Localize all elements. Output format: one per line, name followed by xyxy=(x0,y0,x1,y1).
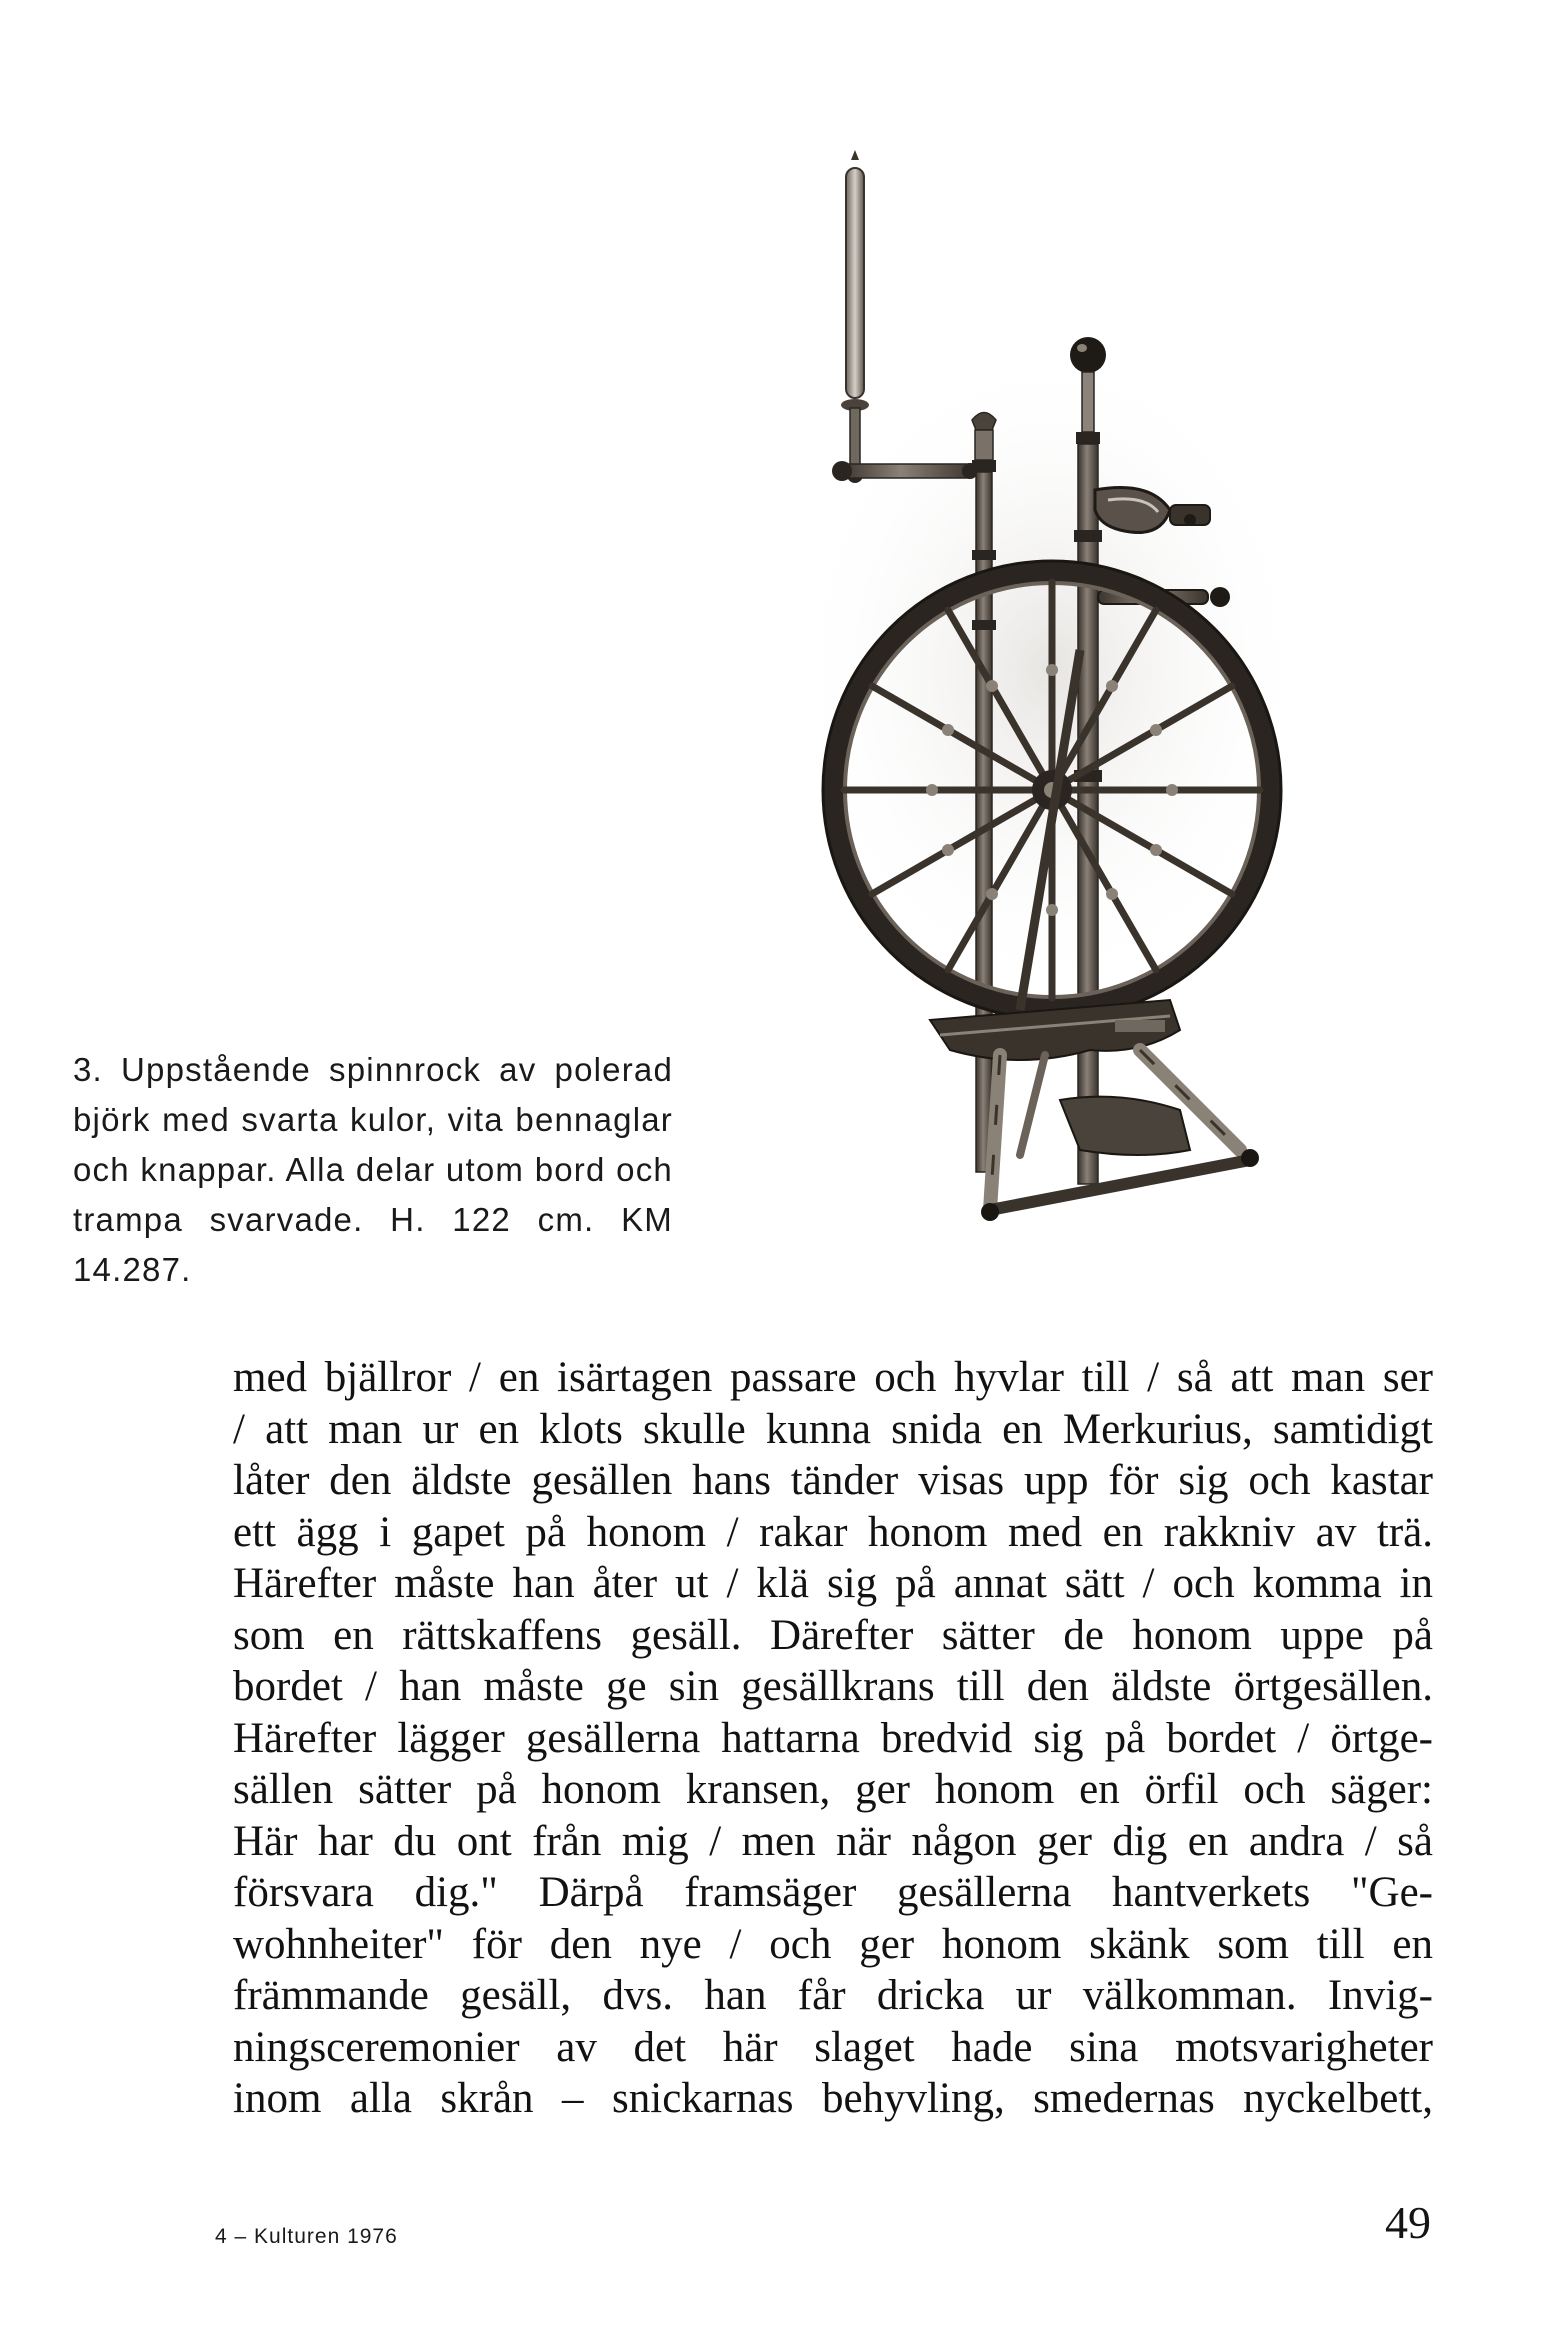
body-line: med bjällror / en isärtagen passare och hyvlar till / så att man ser xyxy=(233,1354,1433,1401)
body-line: / att man ur en klots skulle kunna snida en Merkurius, samtidigt xyxy=(233,1405,1433,1453)
spinning-wheel-figure xyxy=(720,150,1340,1280)
caption-line: björk med svarta kulor, vita bennaglar xyxy=(73,1101,673,1138)
distaff xyxy=(841,150,869,483)
body-line: ett ägg i gapet på honom / rakar honom med en rakkniv av trä. xyxy=(233,1508,1433,1556)
page-number: 49 xyxy=(1385,2197,1431,2248)
distaff-arm xyxy=(832,461,978,481)
body-line: låter den äldste gesällen hans tänder visas upp för sig och kastar xyxy=(233,1457,1433,1504)
caption-line: 3. Uppstående spinnrock av polerad xyxy=(73,1051,673,1088)
body-line: Här har du ont från mig / men när någon ger dig en andra / så xyxy=(233,1817,1433,1865)
body-line: sällen sätter på honom kransen, ger honom en örfil och säger: xyxy=(233,1766,1433,1813)
body-line: försvara dig." Därpå framsäger gesällerna hantverkets "Ge- xyxy=(233,1869,1433,1916)
body-paragraph xyxy=(233,1352,1433,2125)
body-line: som en rättskaffens gesäll. Därefter sätter de honom uppe på xyxy=(233,1611,1433,1659)
body-line: främmande gesäll, dvs. han får dricka ur välkomman. Invig- xyxy=(233,1972,1433,2019)
body-line: Härefter måste han åter ut / klä sig på annat sätt / och komma in xyxy=(233,1560,1433,1607)
treadle xyxy=(981,1097,1259,1221)
caption-line: trampa svarvade. H. 122 cm. KM xyxy=(73,1201,673,1238)
body-line: inom alla skrån – snickarnas behyvling, smedernas nyckelbett, xyxy=(233,2075,1433,2122)
figure-caption xyxy=(73,1045,673,1295)
spinning-wheel-illustration xyxy=(720,150,1340,1280)
body-line: bordet / han måste ge sin gesällkrans till den äldste örtgesällen. xyxy=(233,1663,1433,1710)
caption-line: och knappar. Alla delar utom bord och xyxy=(73,1151,673,1188)
caption-line: 14.287. xyxy=(73,1251,192,1288)
footer-source: 4 – Kulturen 1976 xyxy=(215,2225,398,2248)
drive-wheel xyxy=(823,561,1281,1019)
body-line: wohnheiter" för den nye / och ger honom skänk som till en xyxy=(233,1920,1433,1968)
body-line: ningsceremonier av det här slaget hade sina motsvarigheter xyxy=(233,2023,1433,2071)
body-line: Härefter lägger gesällerna hattarna bredvid sig på bordet / örtge- xyxy=(233,1714,1433,1762)
